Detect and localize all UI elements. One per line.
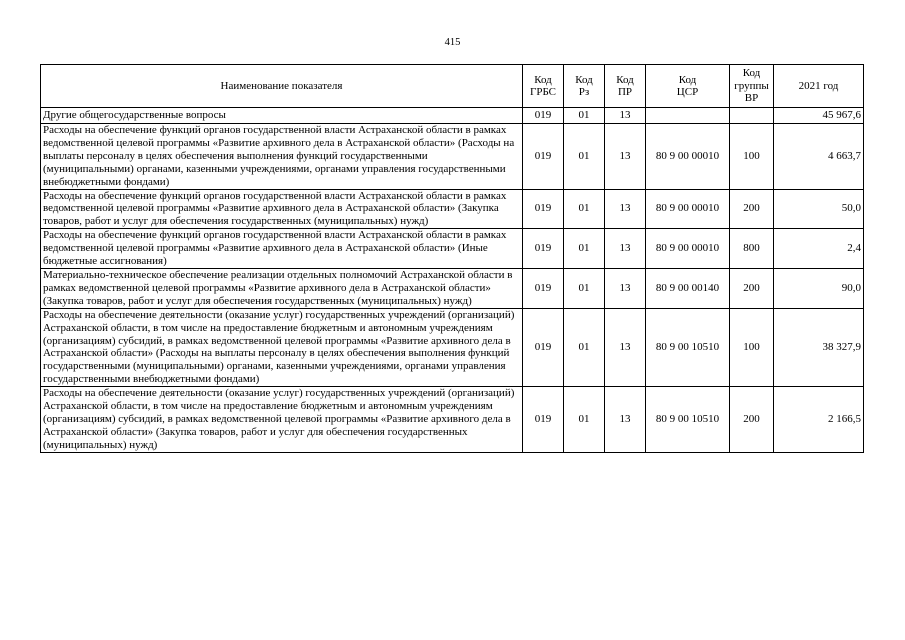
row-amount: 50,0 <box>774 189 864 229</box>
row-pr-code: 13 <box>605 308 646 386</box>
row-grbs-code: 019 <box>523 268 564 308</box>
row-pr-code: 13 <box>605 189 646 229</box>
header-pr-line-2: ПР <box>617 86 633 98</box>
table-row <box>41 308 864 386</box>
table-row <box>41 387 864 453</box>
header-pr-line-1: Код <box>616 73 634 86</box>
table-row <box>41 108 864 124</box>
row-vr-code: 100 <box>730 308 774 386</box>
table-row <box>41 124 864 190</box>
row-csr-code: 80 9 00 00010 <box>646 229 730 269</box>
row-amount: 90,0 <box>774 268 864 308</box>
row-amount: 45 967,6 <box>774 108 864 124</box>
row-csr-code: 80 9 00 00010 <box>646 124 730 190</box>
budget-table <box>40 64 864 453</box>
row-vr-code: 200 <box>730 189 774 229</box>
row-rz-code: 01 <box>564 124 605 190</box>
row-amount: 4 663,7 <box>774 124 864 190</box>
row-vr-code: 800 <box>730 229 774 269</box>
header-csr-line-2: ЦСР <box>676 86 699 98</box>
table-row <box>41 268 864 308</box>
header-vr-code <box>730 65 774 108</box>
row-csr-code: 80 9 00 10510 <box>646 308 730 386</box>
header-grbs-line-2: ГРБС <box>529 86 557 98</box>
row-grbs-code: 019 <box>523 387 564 453</box>
header-rz-code <box>564 65 605 108</box>
row-indicator-name: Расходы на обеспечение функций органов государственной власти Астраханской области в рамках ведомственной целевой программы «Развитие архивного дела в Астраханской области» (Закупка товаров, работ и услуг для обеспечения государственных (муниципальных) нужд) <box>41 189 523 229</box>
row-indicator-name: Материально-техническое обеспечение реализации отдельных полномочий Астраханской области в рамках ведомственной целевой программы «Развитие архивного дела в Астраханской области» (Закупка товаров, работ и услуг для обеспечения государственных (муниципальных) нужд) <box>41 268 523 308</box>
row-grbs-code: 019 <box>523 108 564 124</box>
header-vr-line-3: ВР <box>744 92 759 105</box>
row-grbs-code: 019 <box>523 189 564 229</box>
row-indicator-name: Расходы на обеспечение деятельности (оказание услуг) государственных учреждений (организаций) Астраханской области, в том числе на предоставление бюджетным и автономным учреждениям (организациям) субсидий, в рамках ведомственной целевой программы «Развитие архивного дела в Астраханской области» (Закупка товаров, работ и услуг для обеспечения государственных (муниципальных) нужд) <box>41 387 523 453</box>
header-vr-line-1: Код <box>742 67 761 80</box>
header-csr-code <box>646 65 730 108</box>
row-vr-code: 100 <box>730 124 774 190</box>
header-grbs-line-1: Код <box>534 73 552 86</box>
row-csr-code: 80 9 00 10510 <box>646 387 730 453</box>
row-rz-code: 01 <box>564 268 605 308</box>
row-csr-code: 80 9 00 00010 <box>646 189 730 229</box>
row-grbs-code: 019 <box>523 229 564 269</box>
table-header-row <box>41 65 864 108</box>
row-rz-code: 01 <box>564 229 605 269</box>
row-pr-code: 13 <box>605 229 646 269</box>
row-rz-code: 01 <box>564 108 605 124</box>
header-rz-line-1: Код <box>575 73 593 86</box>
row-rz-code: 01 <box>564 189 605 229</box>
row-amount: 2 166,5 <box>774 387 864 453</box>
row-indicator-name: Расходы на обеспечение функций органов государственной власти Астраханской области в рамках ведомственной целевой программы «Развитие архивного дела в Астраханской области» (Расходы на выплаты персоналу в целях обеспечения выполнения функций государственными (муниципальными) органами, казенными учреждениями, органами управления государственными внебюджетными фондами) <box>41 124 523 190</box>
header-csr-line-1: Код <box>678 73 697 86</box>
row-pr-code: 13 <box>605 387 646 453</box>
header-year-2021: 2021 год <box>774 65 864 108</box>
row-pr-code: 13 <box>605 268 646 308</box>
row-rz-code: 01 <box>564 387 605 453</box>
row-amount: 2,4 <box>774 229 864 269</box>
table-row <box>41 189 864 229</box>
header-vr-line-2: группы <box>734 79 769 92</box>
row-pr-code: 13 <box>605 108 646 124</box>
header-indicator-name: Наименование показателя <box>41 65 523 108</box>
row-vr-code: 200 <box>730 268 774 308</box>
header-pr-code <box>605 65 646 108</box>
row-indicator-name: Расходы на обеспечение деятельности (оказание услуг) государственных учреждений (организаций) Астраханской области, в том числе на предоставление бюджетным и автономным учреждениям (организациям) субсидий, в рамках ведомственной целевой программы «Развитие архивного дела в Астраханской области» (Расходы на выплаты персоналу в целях обеспечения выполнения функций государственными (муниципальными) органами, казенными учреждениями, органами управления государственными внебюджетными фондами) <box>41 308 523 386</box>
page-number: 415 <box>444 37 461 48</box>
row-amount: 38 327,9 <box>774 308 864 386</box>
row-indicator-name: Другие общегосударственные вопросы <box>41 108 523 124</box>
row-grbs-code: 019 <box>523 308 564 386</box>
row-rz-code: 01 <box>564 308 605 386</box>
row-vr-code <box>730 108 774 124</box>
row-pr-code: 13 <box>605 124 646 190</box>
table-row <box>41 229 864 269</box>
row-vr-code: 200 <box>730 387 774 453</box>
row-indicator-name: Расходы на обеспечение функций органов государственной власти Астраханской области в рамках ведомственной целевой программы «Развитие архивного дела в Астраханской области» (Иные бюджетные ассигнования) <box>41 229 523 269</box>
row-csr-code: 80 9 00 00140 <box>646 268 730 308</box>
row-grbs-code: 019 <box>523 124 564 190</box>
row-csr-code <box>646 108 730 124</box>
header-rz-line-2: Рз <box>578 86 590 98</box>
header-grbs-code <box>523 65 564 108</box>
